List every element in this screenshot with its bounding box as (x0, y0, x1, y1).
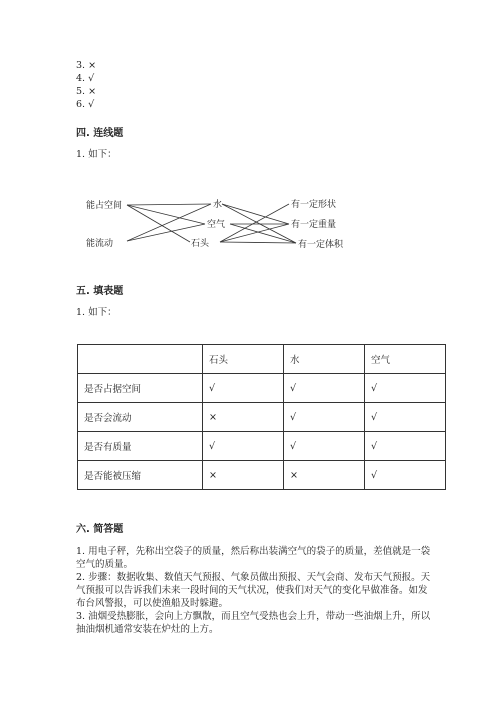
right-item: 有一定重量 (291, 220, 337, 230)
table-cell: 是否会流动 (78, 403, 203, 432)
middle-item: 石头 (191, 239, 210, 249)
connector-line (222, 204, 289, 224)
connector-line (230, 224, 296, 243)
table-cell: 是否占据空间 (78, 374, 203, 403)
table-row (78, 374, 446, 403)
connector-line (222, 204, 296, 243)
table-header-cell: 空气 (365, 345, 446, 374)
table-cell: 是否有质量 (78, 432, 203, 461)
connector-line (127, 205, 205, 224)
table-cell: × (203, 461, 284, 490)
connector-line (127, 204, 211, 205)
middle-item: 水 (213, 200, 223, 210)
table-header-row (78, 345, 446, 374)
answer-line: 4. √ (76, 73, 95, 84)
section-heading: 四. 连线题 (76, 128, 124, 139)
table-cell: √ (203, 374, 284, 403)
table-header-cell: 水 (284, 345, 365, 374)
answer-paragraph: 1. 用电子秤，先称出空袋子的质量，然后称出装满空气的袋子的质量，差值就是一袋空气的质量。 (76, 546, 431, 570)
section-heading: 六. 简答题 (76, 524, 124, 535)
table-cell: √ (284, 374, 365, 403)
right-item: 有一定体积 (298, 240, 344, 250)
table-cell: √ (365, 403, 446, 432)
table-header-cell: 石头 (203, 345, 284, 374)
section-intro: 1. 如下： (76, 307, 117, 318)
table-cell: 是否能被压缩 (78, 461, 203, 490)
table-cell: √ (203, 432, 284, 461)
table-cell: √ (365, 432, 446, 461)
table-row (78, 432, 446, 461)
table-cell: √ (284, 403, 365, 432)
answer-line: 5. × (76, 86, 97, 97)
table-cell: √ (365, 461, 446, 490)
left-item: 能流动 (86, 239, 114, 249)
table-header-cell (78, 345, 203, 374)
answer-line: 6. √ (76, 99, 95, 110)
section-intro: 1. 如下： (76, 149, 117, 160)
fill-table (77, 344, 446, 490)
table-row (78, 461, 446, 490)
matching-diagram (70, 186, 370, 256)
middle-item: 空气 (207, 220, 226, 230)
connector-line (220, 224, 289, 242)
answer-line: 3. × (76, 60, 97, 71)
answer-paragraph: 3. 油烟受热膨胀，会向上方飘散，而且空气受热也会上升，带动一些油烟上升，所以抽油烟机通常安装在炉灶的上方。 (76, 611, 431, 635)
answer-paragraph: 2. 步骤：数据收集、数值天气预报、气象员做出预报、天气会商、发布天气预报。天气预报可以告诉我们未来一段时间的天气状况，使我们对天气的变化早做准备。如发布台风警报，可以使渔船及时躲避。 (76, 572, 431, 609)
table-cell: × (284, 461, 365, 490)
table-cell: × (203, 403, 284, 432)
table-cell: √ (284, 432, 365, 461)
left-item: 能占空间 (86, 201, 123, 211)
section-heading: 五. 填表题 (76, 286, 124, 297)
table-row (78, 403, 446, 432)
right-item: 有一定形状 (291, 200, 337, 210)
connector-line (220, 242, 296, 243)
connector-line (220, 204, 289, 242)
table-cell: √ (365, 374, 446, 403)
